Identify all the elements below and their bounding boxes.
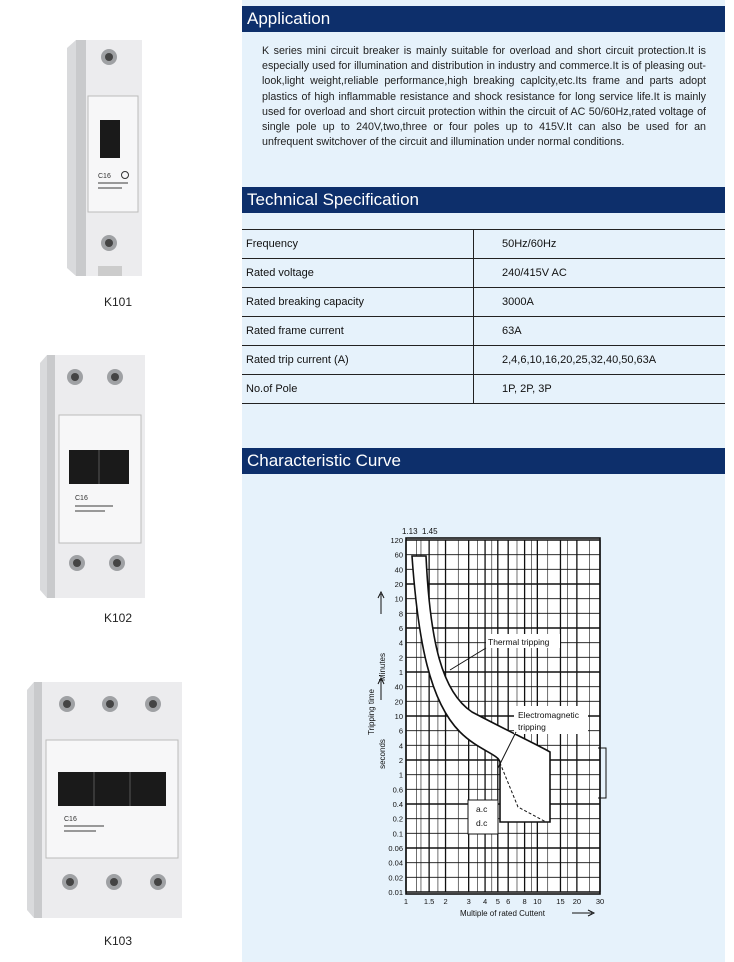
application-header: Application [242,6,725,32]
x-tick-label: 15 [556,897,565,906]
k101-marking: C16 [98,173,111,180]
application-text: K series mini circuit breaker is mainly suitable for overload and short circuit protection.It is especially used for illumination and distribution in industry and commerce.It is of pleasing out-look,light weight,reliable performance,high breaking caplcity,etc.Its frame and parts adopt plastics of high inflammable resistance and shock resistance for long service life.It is mainly used for overload and short circuit protection within the circuit of AC 50/60Hz,rated voltage of single pole up to 240V,two,three or four poles up to 415V.It can also be used for an unfrequent switchover of the circuit and illumination under normal conditions. [262,45,706,149]
y-tick-label: 120 [390,536,403,545]
x-arrow [572,910,594,916]
y-tick-label: 0.4 [392,800,403,809]
product-column [0,0,236,962]
spec-param: Frequency [242,230,474,259]
y-tick-label: 0.6 [392,785,403,795]
x-tick-label: 10 [533,897,542,906]
spec-table [242,229,725,404]
y-tick-label: 40 [394,565,403,575]
x-tick-label: 5 [495,897,500,906]
spec-row [242,230,725,259]
spec-param: No.of Pole [242,375,474,404]
k101-caption: K101 [103,295,133,309]
x-tick-labels [404,897,604,906]
y-tick-label: 1 [398,668,403,677]
breaker-image-k102 [35,355,145,598]
y-tick-label: 0.01 [388,888,403,897]
dc-label: d.c [476,818,488,828]
y-tick-label: 8 [398,609,403,619]
x-tick-label: 20 [572,897,582,906]
x-tick-label: 30 [595,897,605,906]
y-tick-label: 20 [394,697,403,707]
y-tick-label: 6 [398,624,403,633]
top-tick-1-45: 1.45 [422,527,438,536]
y-tick-label: 60 [394,550,403,560]
k102-marking: C16 [75,495,88,502]
electromagnetic-label-2: tripping [518,722,546,732]
x-tick-label: 8 [522,897,527,906]
y-tick-label: 10 [394,594,403,604]
y-tick-label: 2 [398,653,403,663]
spec-row [242,346,725,375]
spec-row [242,375,725,404]
spec-row [242,317,725,346]
y-tick-label: 40 [394,682,403,692]
spec-row [242,288,725,317]
y-tick-label: 0.1 [392,829,403,839]
y-tick-labels [388,536,403,897]
x-tick-label: 2 [443,897,448,906]
top-tick-1-13: 1.13 [402,527,418,536]
spec-param: Rated voltage [242,259,474,288]
spec-value: 240/415V AC [474,259,726,288]
y-label-seconds: seconds [378,739,387,769]
x-tick-label: 4 [482,897,488,906]
technical-spec-header: Technical Specification [242,187,725,213]
spec-value: 3000A [474,288,726,317]
y-label-tripping-time: Tripping time [367,689,376,735]
x-tick-label: 1 [403,897,409,906]
x-tick-label: 3 [466,897,471,906]
y-tick-label: 20 [394,580,403,589]
thermal-tripping-label: Thermal tripping [488,637,550,647]
y-tick-label: 0.04 [388,858,403,868]
y-tick-label: 1 [398,770,403,780]
y-arrow-upper [378,592,384,614]
spec-value: 2,4,6,10,16,20,25,32,40,50,63A [474,346,726,375]
k103-caption: K103 [103,934,133,948]
characteristic-curve-chart [360,522,620,922]
y-tick-label: 4 [398,741,403,751]
breaker-image-k103 [22,682,182,918]
spec-param: Rated trip current (A) [242,346,474,375]
electromagnetic-label: Electromagnetic [518,710,579,720]
spec-row [242,259,725,288]
y-tick-label: 6 [398,726,403,736]
x-tick-label: 6 [506,897,511,906]
y-arrow-lower [378,678,384,700]
y-tick-label: 4 [398,638,403,648]
spec-value: 63A [474,317,726,346]
k103-marking: C16 [64,816,77,823]
x-tick-label: 1.5 [423,897,435,906]
y-tick-label: 10 [394,712,403,721]
y-tick-label: 0.02 [388,873,403,883]
spec-param: Rated breaking capacity [242,288,474,317]
y-label-minutes: Minutes [378,652,387,682]
characteristic-curve-header: Characteristic Curve [242,448,725,474]
breaker-image-k101 [62,40,142,276]
spec-param: Rated frame current [242,317,474,346]
x-axis-label: Multiple of rated Cuttent [460,909,545,918]
ac-label: a.c [476,804,488,814]
y-tick-label: 2 [398,756,403,765]
spec-value: 1P, 2P, 3P [474,375,726,404]
y-tick-label: 0.2 [392,814,403,824]
spec-value: 50Hz/60Hz [474,230,726,259]
k102-caption: K102 [103,611,133,625]
y-tick-label: 0.06 [388,844,403,853]
